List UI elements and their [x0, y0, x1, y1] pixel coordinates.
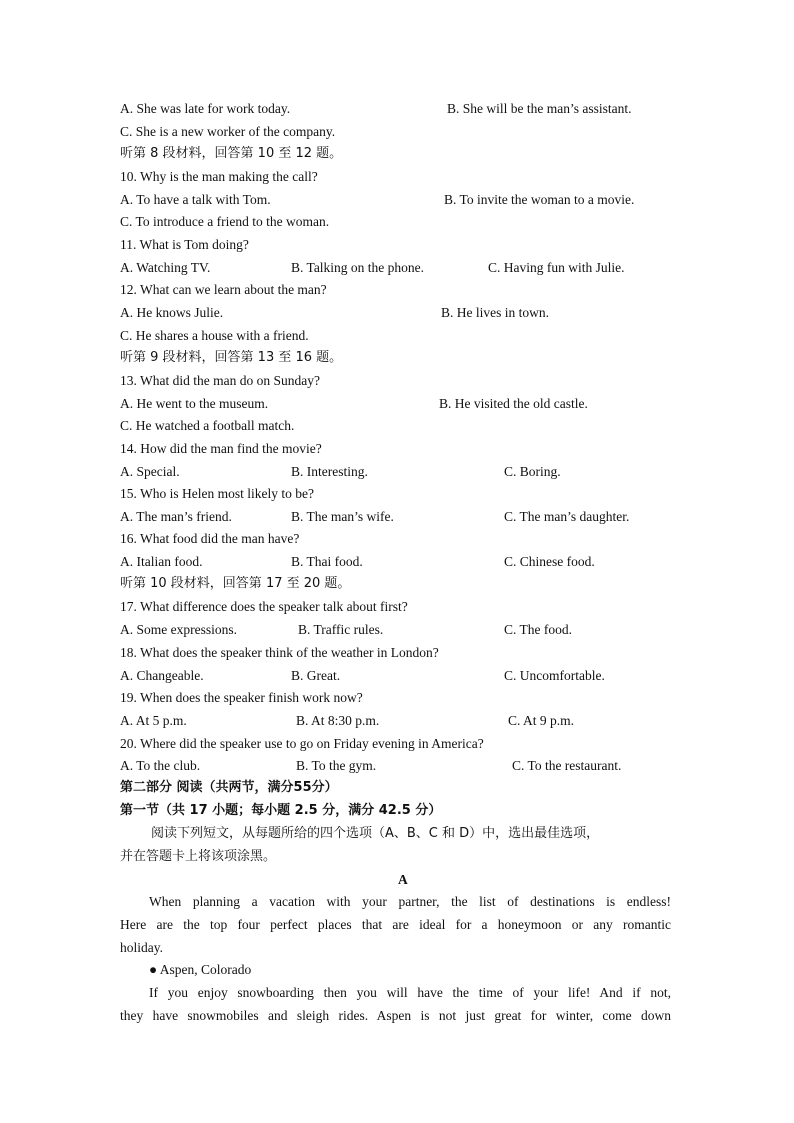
section-9-header: 听第 9 段材料，回答第 13 至 16 题。	[120, 350, 343, 365]
q13-option-b: B. He visited the old castle.	[439, 396, 588, 411]
q10-option-b: B. To invite the woman to a movie.	[444, 192, 635, 207]
q9-option-c: C. She is a new worker of the company.	[120, 124, 336, 139]
q20-option-b: B. To the gym.	[296, 758, 377, 773]
q9-option-b: B. She will be the man’s assistant.	[447, 101, 632, 116]
section-8-header: 听第 8 段材料，回答第 10 至 12 题。	[120, 146, 343, 161]
q19-option-c: C. At 9 p.m.	[508, 713, 575, 728]
q13-option-c: C. He watched a football match.	[120, 418, 295, 433]
q18-option-c: C. Uncomfortable.	[504, 668, 605, 683]
q18-option-b: B. Great.	[291, 668, 341, 683]
q17-option-a: A. Some expressions.	[120, 622, 237, 637]
part-2-title: 第二部分 阅读（共两节，满分55分）	[120, 780, 338, 795]
q17-option-b: B. Traffic rules.	[298, 622, 384, 637]
q11-question: 11. What is Tom doing?	[120, 237, 249, 252]
q15-question: 15. Who is Helen most likely to be?	[120, 486, 314, 501]
q17-option-c: C. The food.	[504, 622, 572, 637]
q9-option-a: A. She was late for work today.	[120, 101, 291, 116]
q12-option-b: B. He lives in town.	[441, 305, 549, 320]
q12-option-a: A. He knows Julie.	[120, 305, 224, 320]
q18-option-a: A. Changeable.	[120, 668, 204, 683]
bullet-aspen-colorado: ● Aspen, Colorado	[149, 962, 252, 977]
q14-option-b: B. Interesting.	[291, 464, 368, 479]
passage-p2-line-1: If you enjoy snowboarding then you will have the time of your life! And if not,	[149, 985, 671, 1000]
q15-option-c: C. The man’s daughter.	[504, 509, 630, 524]
q11-option-c: C. Having fun with Julie.	[488, 260, 625, 275]
q14-option-c: C. Boring.	[504, 464, 561, 479]
q19-option-b: B. At 8:30 p.m.	[296, 713, 380, 728]
instruction-line-2: 并在答题卡上将该项涂黑。	[120, 849, 277, 864]
q10-option-a: A. To have a talk with Tom.	[120, 192, 271, 207]
q16-option-c: C. Chinese food.	[504, 554, 595, 569]
q12-question: 12. What can we learn about the man?	[120, 282, 327, 297]
passage-letter: A	[398, 872, 408, 887]
q20-question: 20. Where did the speaker use to go on Friday evening in America?	[120, 736, 484, 751]
q13-option-a: A. He went to the museum.	[120, 396, 269, 411]
q20-option-c: C. To the restaurant.	[512, 758, 622, 773]
q11-option-a: A. Watching TV.	[120, 260, 211, 275]
instruction-line-1: 阅读下列短文，从每题所给的四个选项（A、B、C 和 D）中，选出最佳选项，	[151, 826, 600, 841]
q14-question: 14. How did the man find the movie?	[120, 441, 322, 456]
passage-p1-line-2: Here are the top four perfect places that are ideal for a honeymoon or any romantic	[120, 917, 671, 932]
q11-option-b: B. Talking on the phone.	[291, 260, 425, 275]
q15-option-b: B. The man’s wife.	[291, 509, 394, 524]
q10-option-c: C. To introduce a friend to the woman.	[120, 214, 330, 229]
q20-option-a: A. To the club.	[120, 758, 201, 773]
passage-p1-line-3: holiday.	[120, 940, 163, 955]
section-10-header: 听第 10 段材料，回答第 17 至 20 题。	[120, 576, 351, 591]
q13-question: 13. What did the man do on Sunday?	[120, 373, 320, 388]
q18-question: 18. What does the speaker think of the weather in London?	[120, 645, 439, 660]
q19-option-a: A. At 5 p.m.	[120, 713, 187, 728]
passage-p1-line-1: When planning a vacation with your partner, the list of destinations is endless!	[149, 894, 671, 909]
part-2-section-1-heading: 第一节（共 17 小题；每小题 2.5 分，满分 42.5 分）	[120, 803, 442, 818]
q14-option-a: A. Special.	[120, 464, 180, 479]
q12-option-c: C. He shares a house with a friend.	[120, 328, 309, 343]
q16-question: 16. What food did the man have?	[120, 531, 300, 546]
q19-question: 19. When does the speaker finish work now?	[120, 690, 363, 705]
q10-question: 10. Why is the man making the call?	[120, 169, 318, 184]
q17-question: 17. What difference does the speaker talk about first?	[120, 599, 408, 614]
q15-option-a: A. The man’s friend.	[120, 509, 232, 524]
q16-option-b: B. Thai food.	[291, 554, 363, 569]
passage-p2-line-2: they have snowmobiles and sleigh rides. Aspen is not just great for winter, come down	[120, 1008, 671, 1023]
q16-option-a: A. Italian food.	[120, 554, 203, 569]
